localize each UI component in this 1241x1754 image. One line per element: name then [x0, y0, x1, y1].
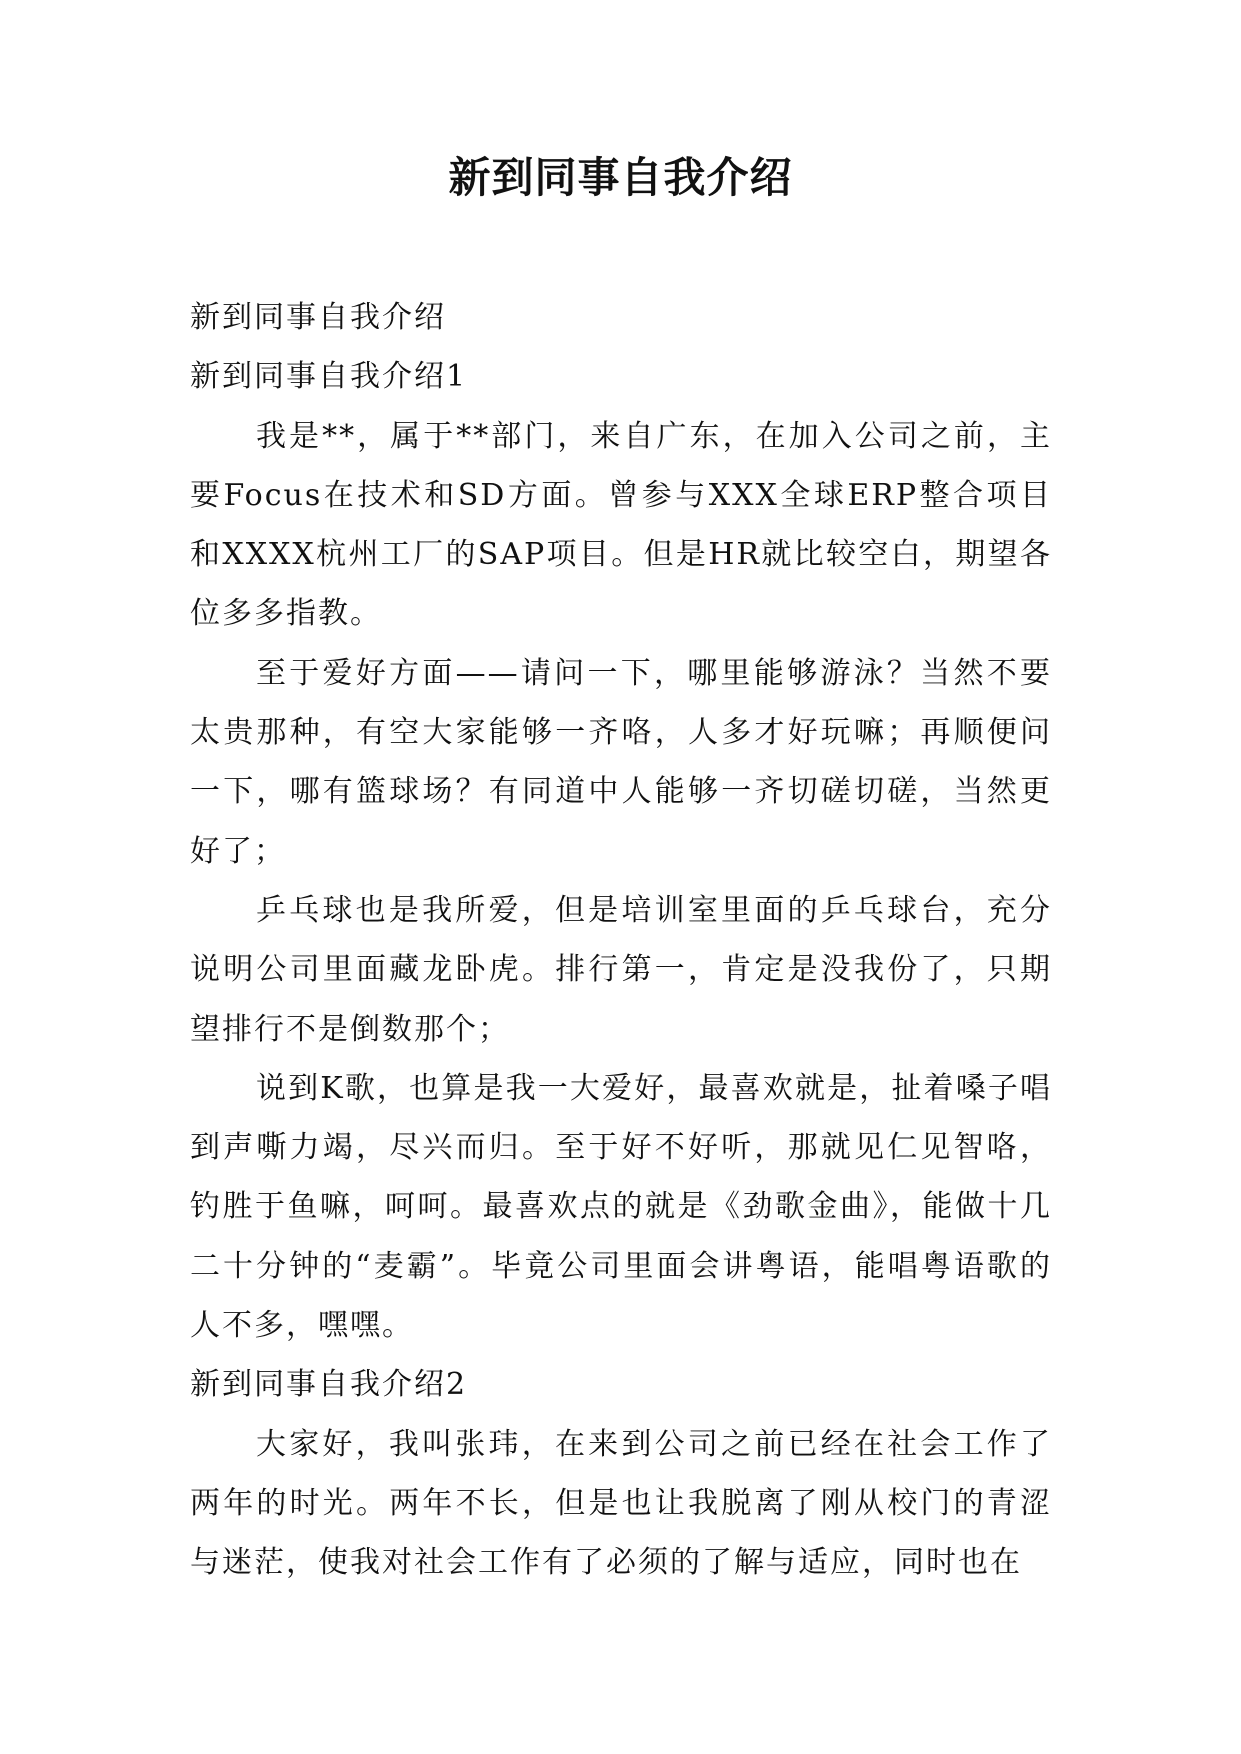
section-heading: 新到同事自我介绍 — [190, 300, 446, 335]
paragraph-ping-pong: 乒乓球也是我所爱，但是培训室里面的乒乓球台，充分说明公司里面藏龙卧虎。排行第一，肯定是没我份了，只期望排行不是倒数那个； — [190, 892, 1052, 1047]
document-body — [190, 288, 1052, 1593]
document-title: 新到同事自我介绍 — [448, 153, 793, 202]
paragraph-zhang-wei: 大家好，我叫张玮，在来到公司之前已经在社会工作了两年的时光。两年不长，但是也让我脱离了刚从校门的青涩与迷茫，使我对社会工作有了必须的了解与适应，同时也在 — [190, 1426, 1052, 1581]
paragraph-hobbies: 至于爱好方面——请问一下，哪里能够游泳？当然不要太贵那种，有空大家能够一齐咯，人多才好玩嘛；再顺便问一下，哪有篮球场？有同道中人能够一齐切磋切磋，当然更好了； — [190, 655, 1052, 869]
paragraph-intro: 我是**，属于**部门，来自广东，在加入公司之前，主要Focus在技术和SD方面。曾参与XXX全球ERP整合项目和XXXX杭州工厂的SAP项目。但是HR就比较空白，期望各位多多指教。 — [190, 418, 1052, 632]
section-heading-2: 新到同事自我介绍2 — [190, 1367, 468, 1403]
section-heading-1: 新到同事自我介绍1 — [190, 359, 468, 395]
paragraph-karaoke: 说到K歌，也算是我一大爱好，最喜欢就是，扯着嗓子唱到声嘶力竭，尽兴而归。至于好不好听，那就见仁见智咯，钓胜于鱼嘛，呵呵。最喜欢点的就是《劲歌金曲》，能做十几二十分钟的“麦霸”。毕竟公司里面会讲粤语，能唱粤语歌的人不多，嘿嘿。 — [190, 1070, 1052, 1344]
